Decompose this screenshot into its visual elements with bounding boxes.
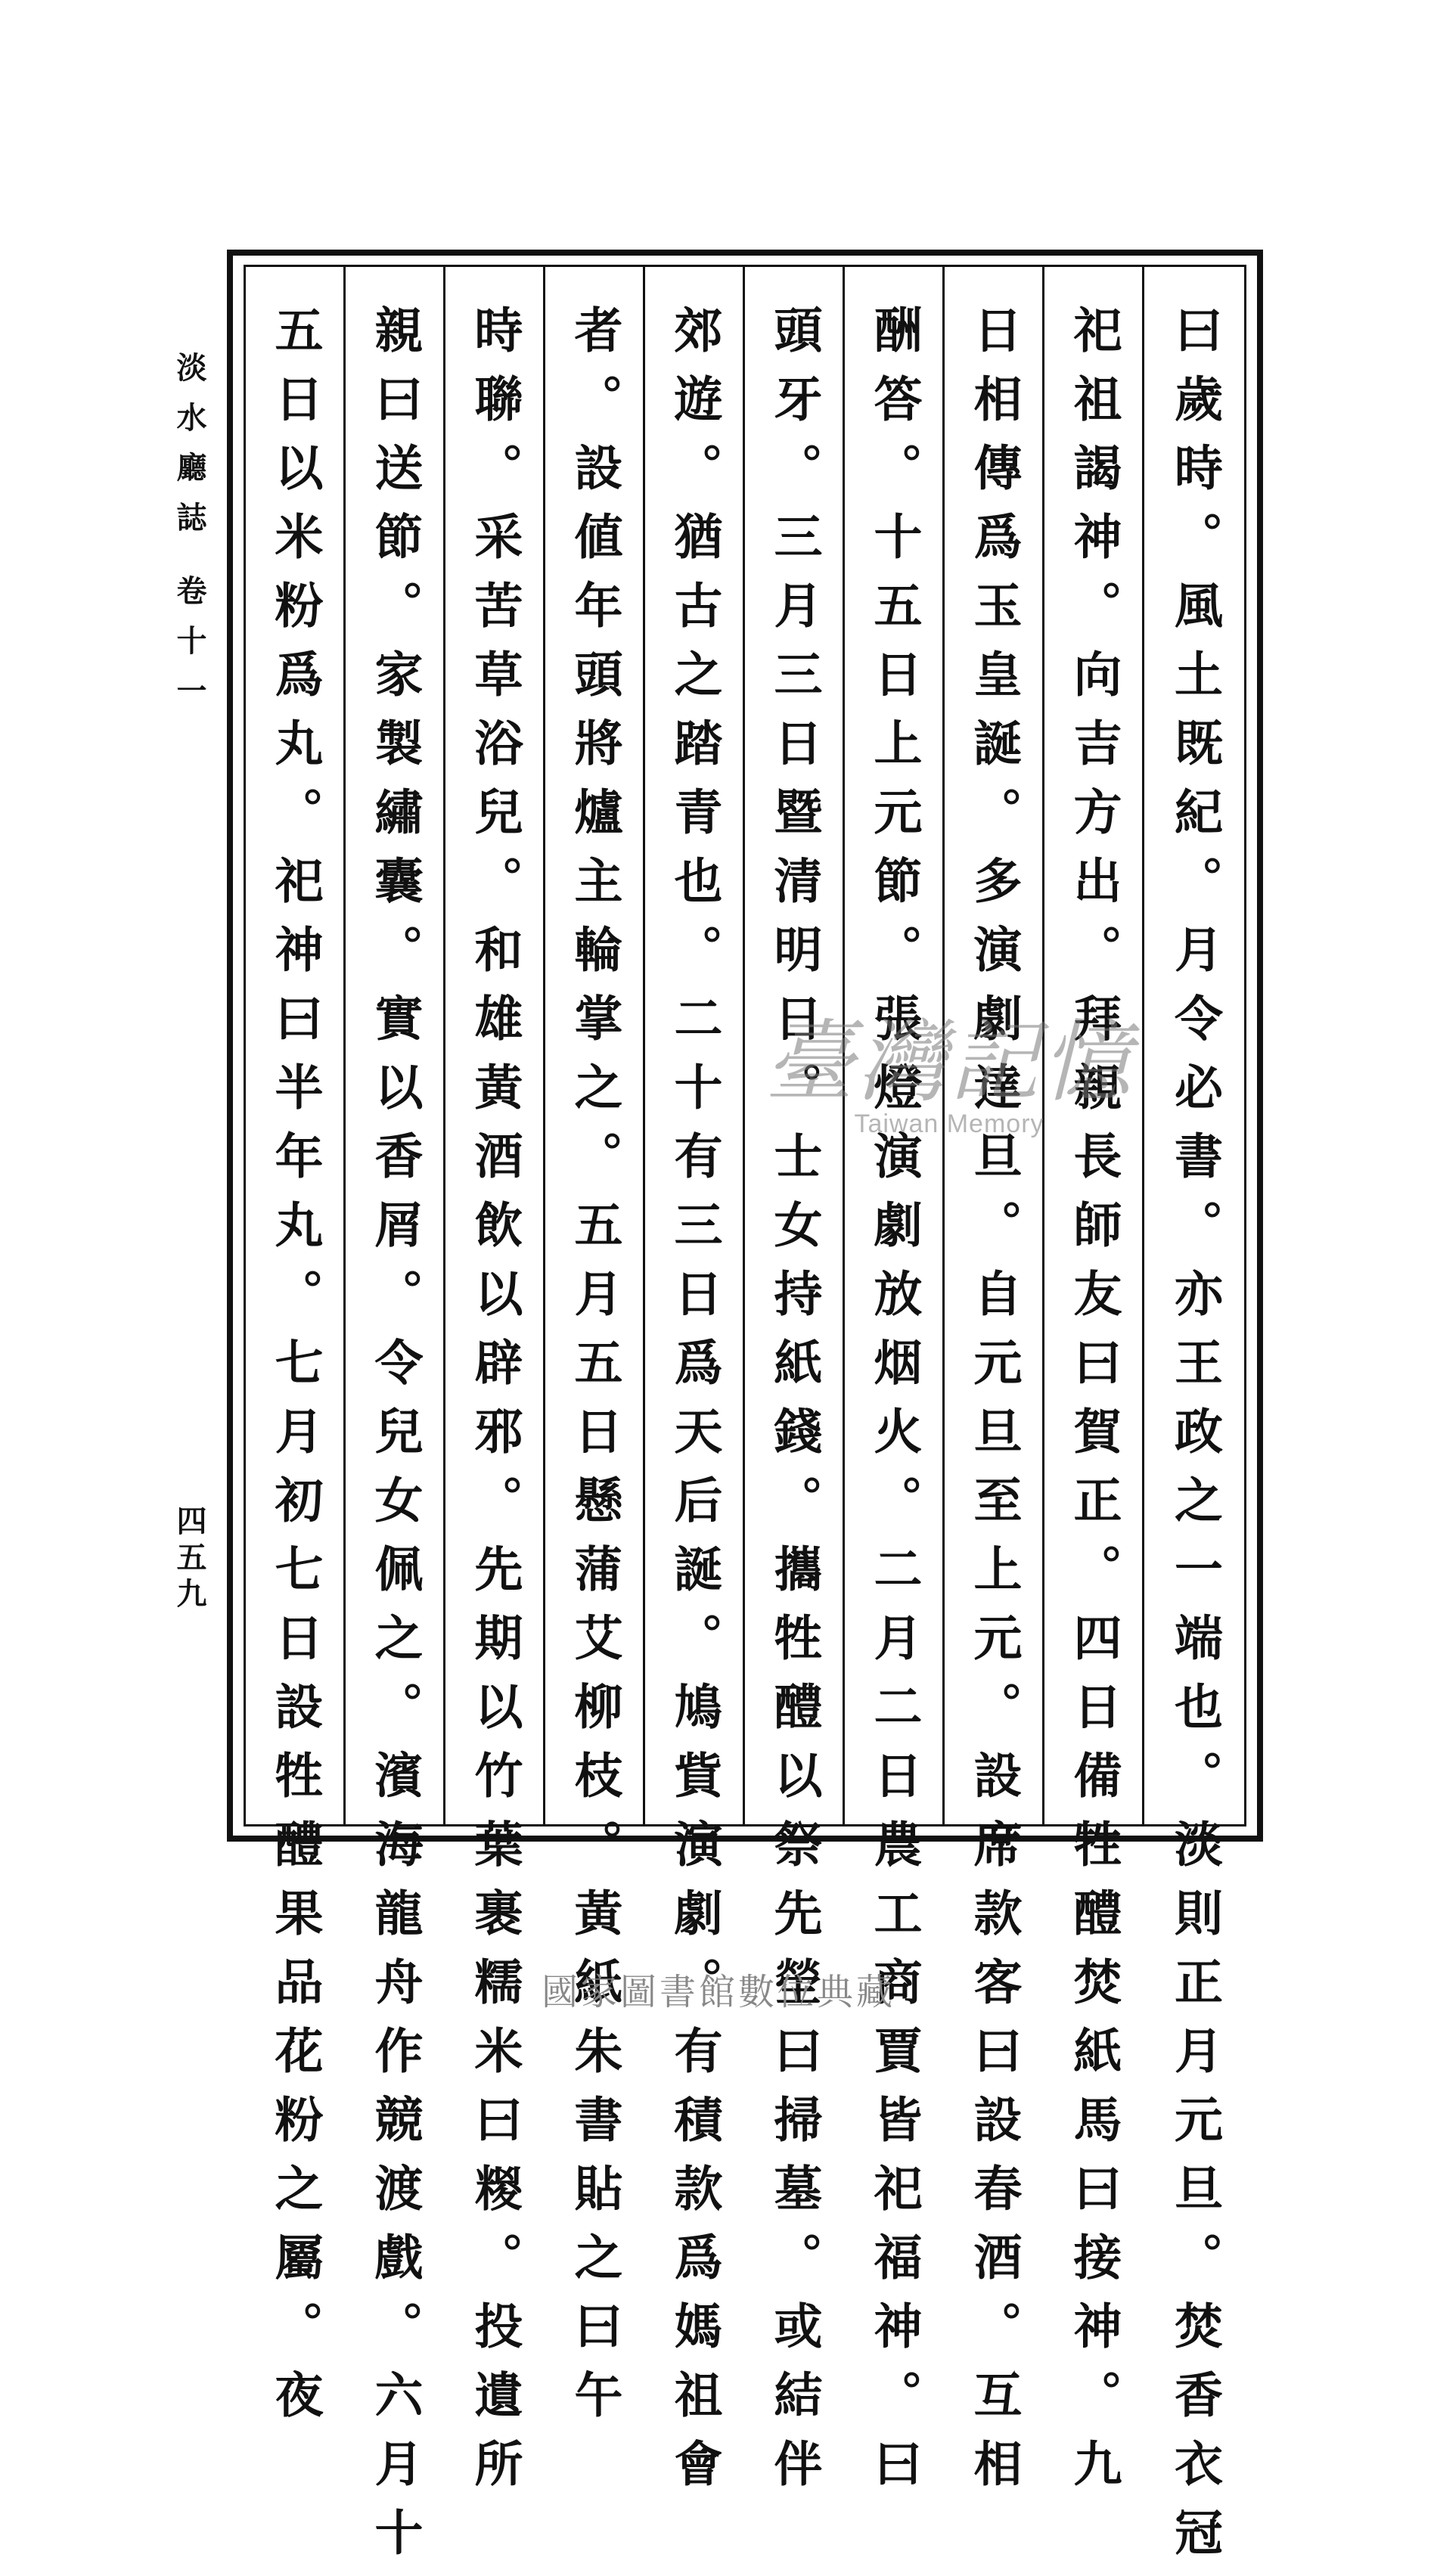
text-column [1144, 267, 1244, 2576]
margin-volume-label: 卷十一 [172, 575, 207, 725]
watermark-logo [745, 1010, 1153, 1169]
column-text: 五日以米粉爲丸。祀神曰半年丸。七月初七日設牲醴果品花粉之屬。夜 [266, 305, 324, 2438]
column-text: 酬答。十五日上元節。張燈演劇放烟火。二月二日農工商賈皆祀福神。曰 [865, 305, 923, 2507]
column-text: 祀祖謁神。向吉方出。拜親長師友曰賀正。四日備牲醴焚紙馬曰接神。九 [1065, 305, 1122, 2507]
column-text: 日相傳爲玉皇誕。多演劇達旦。自元旦至上元。設席款客曰設春酒。互相 [965, 305, 1023, 2507]
column-text: 時聯。采苦草浴兒。和雄黃酒飲以辟邪。先期以竹葉裹糯米曰糉。投遺所 [466, 305, 523, 2507]
watermark-english: Taiwan Memory [854, 1110, 1044, 1138]
column-text: 親曰送節。家製繡囊。實以香屑。令兒女佩之。濱海龍舟作競渡戲。六月十 [366, 305, 424, 2576]
text-column [246, 267, 346, 2438]
footer-credit: 國家圖書館數位典藏 [541, 1971, 895, 2013]
page-number: 四五九 [172, 1505, 207, 1614]
column-text: 曰歲時。風土既紀。月令必書。亦王政之一端也。淡則正月元旦。焚香衣冠 [1166, 305, 1223, 2576]
text-column [445, 267, 545, 2507]
margin-book-title: 淡水廳誌 [172, 352, 207, 551]
text-column [346, 267, 445, 2576]
column-text: 郊遊。猶古之踏青也。二十有三日爲天后誕。鳩貲演劇。有積款爲媽祖會 [666, 305, 723, 2507]
text-column [545, 267, 645, 2438]
column-text: 頭牙。三月三日暨清明日。士女持紙錢。攜牲醴以祭先塋曰掃墓。或結伴 [765, 305, 823, 2507]
watermark-chinese: 臺灣記憶 [764, 1010, 1134, 1114]
column-text: 者。設値年頭將爐主輪掌之。五月五日懸蒲艾柳枝。黃紙朱書貼之曰午 [566, 305, 623, 2438]
text-column [645, 267, 745, 2507]
